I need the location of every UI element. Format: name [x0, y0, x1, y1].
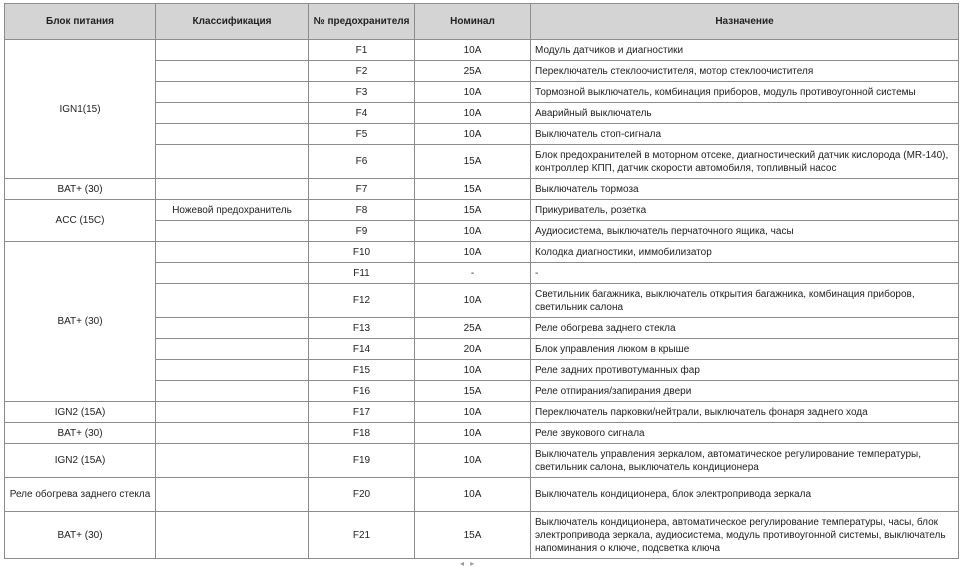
fuse-number-cell: F9: [309, 221, 415, 242]
power-source-cell: IGN2 (15A): [5, 444, 156, 478]
fuse-number-cell: F17: [309, 402, 415, 423]
purpose-cell: Реле задних противотуманных фар: [531, 360, 959, 381]
fuse-number-cell: F6: [309, 145, 415, 179]
rating-cell: 10A: [415, 360, 531, 381]
purpose-cell: Блок предохранителей в моторном отсеке, диагностический датчик кислорода (MR-140), контроллер КПП, датчик скорости автомобиля, топливный насос: [531, 145, 959, 179]
power-source-cell: IGN2 (15A): [5, 402, 156, 423]
classification-cell: [156, 124, 309, 145]
header-fuse-number: № предохранителя: [309, 4, 415, 40]
purpose-cell: Реле отпирания/запирания двери: [531, 381, 959, 402]
power-source-cell: BAT+ (30): [5, 423, 156, 444]
table-row: [5, 402, 959, 423]
classification-cell: [156, 61, 309, 82]
power-source-cell: ACC (15C): [5, 200, 156, 242]
classification-cell: [156, 402, 309, 423]
power-source-cell: IGN1(15): [5, 40, 156, 179]
table-row: [5, 179, 959, 200]
fuse-number-cell: F18: [309, 423, 415, 444]
rating-cell: 10A: [415, 103, 531, 124]
classification-cell: [156, 40, 309, 61]
rating-cell: 15A: [415, 179, 531, 200]
classification-cell: [156, 242, 309, 263]
rating-cell: 15A: [415, 200, 531, 221]
table-row: [5, 242, 959, 263]
rating-cell: 10A: [415, 124, 531, 145]
fuse-number-cell: F3: [309, 82, 415, 103]
rating-cell: 10A: [415, 40, 531, 61]
table-row: [5, 512, 959, 559]
purpose-cell: Аварийный выключатель: [531, 103, 959, 124]
purpose-cell: Выключатель тормоза: [531, 179, 959, 200]
classification-cell: [156, 263, 309, 284]
fuse-table-body: [5, 40, 959, 559]
classification-cell: [156, 512, 309, 559]
power-source-cell: BAT+ (30): [5, 512, 156, 559]
classification-cell: [156, 339, 309, 360]
fuse-number-cell: F15: [309, 360, 415, 381]
fuse-number-cell: F12: [309, 284, 415, 318]
purpose-cell: Выключатель управления зеркалом, автоматическое регулирование температуры, светильник салона, выключатель кондиционера: [531, 444, 959, 478]
rating-cell: 20A: [415, 339, 531, 360]
power-source-cell: BAT+ (30): [5, 179, 156, 200]
fuse-number-cell: F11: [309, 263, 415, 284]
classification-cell: Ножевой предохранитель: [156, 200, 309, 221]
rating-cell: 10A: [415, 284, 531, 318]
fuse-number-cell: F21: [309, 512, 415, 559]
header-classification: Классификация: [156, 4, 309, 40]
fuse-number-cell: F16: [309, 381, 415, 402]
table-row: [5, 200, 959, 221]
purpose-cell: Переключатель парковки/нейтрали, выключатель фонаря заднего хода: [531, 402, 959, 423]
table-row: [5, 444, 959, 478]
rating-cell: -: [415, 263, 531, 284]
rating-cell: 25A: [415, 318, 531, 339]
classification-cell: [156, 103, 309, 124]
fuse-number-cell: F7: [309, 179, 415, 200]
classification-cell: [156, 221, 309, 242]
fuse-table: [4, 3, 959, 559]
rating-cell: 10A: [415, 423, 531, 444]
rating-cell: 10A: [415, 402, 531, 423]
table-row: [5, 423, 959, 444]
classification-cell: [156, 145, 309, 179]
fuse-number-cell: F4: [309, 103, 415, 124]
purpose-cell: Реле обогрева заднего стекла: [531, 318, 959, 339]
fuse-number-cell: F10: [309, 242, 415, 263]
rating-cell: 10A: [415, 444, 531, 478]
classification-cell: [156, 284, 309, 318]
purpose-cell: Аудиосистема, выключатель перчаточного ящика, часы: [531, 221, 959, 242]
power-source-cell: Реле обогрева заднего стекла: [5, 478, 156, 512]
rating-cell: 15A: [415, 381, 531, 402]
table-row: [5, 40, 959, 61]
rating-cell: 10A: [415, 82, 531, 103]
purpose-cell: Переключатель стеклоочистителя, мотор стеклоочистителя: [531, 61, 959, 82]
purpose-cell: Тормозной выключатель, комбинация приборов, модуль противоугонной системы: [531, 82, 959, 103]
classification-cell: [156, 179, 309, 200]
rating-cell: 15A: [415, 512, 531, 559]
fuse-number-cell: F2: [309, 61, 415, 82]
classification-cell: [156, 444, 309, 478]
scroll-arrows-icon: ◂ ▸: [460, 559, 477, 568]
rating-cell: 10A: [415, 221, 531, 242]
purpose-cell: -: [531, 263, 959, 284]
header-purpose: Назначение: [531, 4, 959, 40]
classification-cell: [156, 82, 309, 103]
header-rating: Номинал: [415, 4, 531, 40]
classification-cell: [156, 423, 309, 444]
purpose-cell: Колодка диагностики, иммобилизатор: [531, 242, 959, 263]
fuse-number-cell: F1: [309, 40, 415, 61]
fuse-number-cell: F5: [309, 124, 415, 145]
purpose-cell: Реле звукового сигнала: [531, 423, 959, 444]
fuse-number-cell: F20: [309, 478, 415, 512]
rating-cell: 25A: [415, 61, 531, 82]
classification-cell: [156, 478, 309, 512]
table-header-row: [5, 4, 959, 40]
power-source-cell: BAT+ (30): [5, 242, 156, 402]
classification-cell: [156, 318, 309, 339]
purpose-cell: Выключатель стоп-сигнала: [531, 124, 959, 145]
rating-cell: 15A: [415, 145, 531, 179]
fuse-number-cell: F14: [309, 339, 415, 360]
rating-cell: 10A: [415, 242, 531, 263]
fuse-number-cell: F8: [309, 200, 415, 221]
purpose-cell: Модуль датчиков и диагностики: [531, 40, 959, 61]
purpose-cell: Выключатель кондиционера, автоматическое регулирование температуры, часы, блок электропривода зеркала, аудиосистема, модуль противоугонной системы, выключатель напоминания о ключе, подсветка ключа: [531, 512, 959, 559]
purpose-cell: Блок управления люком в крыше: [531, 339, 959, 360]
classification-cell: [156, 381, 309, 402]
purpose-cell: Прикуриватель, розетка: [531, 200, 959, 221]
header-power: Блок питания: [5, 4, 156, 40]
fuse-number-cell: F19: [309, 444, 415, 478]
table-row: [5, 478, 959, 512]
purpose-cell: Выключатель кондиционера, блок электропривода зеркала: [531, 478, 959, 512]
classification-cell: [156, 360, 309, 381]
rating-cell: 10A: [415, 478, 531, 512]
fuse-number-cell: F13: [309, 318, 415, 339]
purpose-cell: Светильник багажника, выключатель открытия багажника, комбинация приборов, светильник салона: [531, 284, 959, 318]
